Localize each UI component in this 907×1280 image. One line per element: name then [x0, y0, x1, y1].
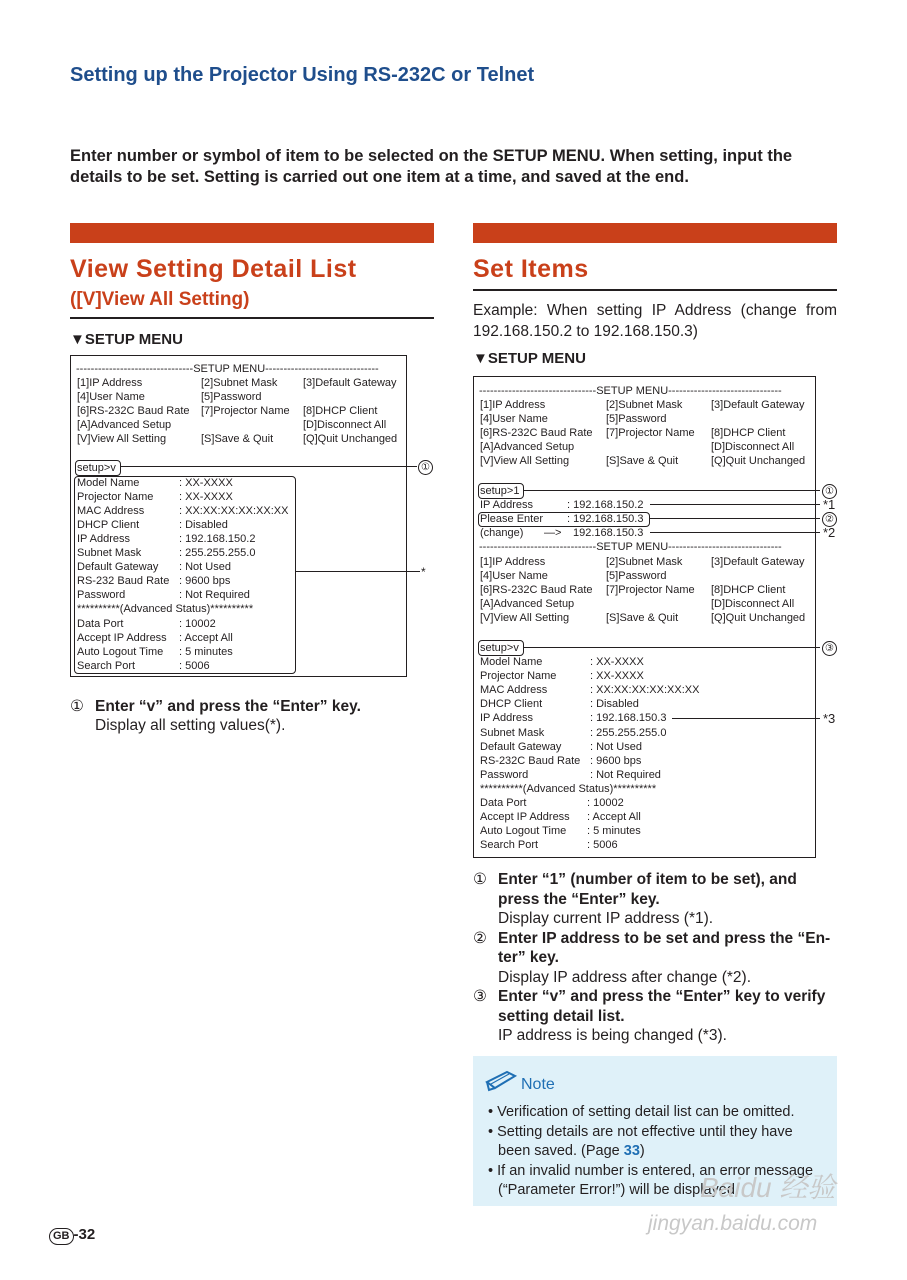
menu-item: [A]Advanced Setup — [480, 441, 575, 454]
value-label: Password — [77, 589, 126, 602]
value-label: DHCP Client — [480, 698, 543, 711]
value-data: : 9600 bps — [590, 754, 642, 767]
left-section-bar — [70, 223, 434, 243]
callout-star: * — [421, 565, 426, 579]
leader-line — [296, 571, 420, 572]
value-label: IP Address — [77, 532, 130, 545]
callout-2: ② — [822, 512, 837, 527]
right-steps — [473, 870, 837, 1046]
intro-paragraph: Enter number or symbol of item to be selected on the SETUP MENU. When setting, input the details to be set. Setting is carried out one item at a time, and saved at the end. — [70, 147, 793, 186]
value-label: Default Gateway — [77, 561, 159, 574]
menu-item: [D]Disconnect All — [303, 419, 387, 432]
menu-item: [4]User Name — [480, 570, 548, 583]
menu-item: [4]User Name — [480, 413, 548, 426]
value-data: : 255.255.255.0 — [590, 726, 667, 739]
ip-label: IP Address — [480, 499, 533, 511]
menu-item: [8]DHCP Client — [711, 584, 786, 597]
value-label: Data Port — [480, 797, 527, 809]
value-data: : 10002 — [179, 617, 216, 630]
watermark-url: jingyan.baidu.com — [648, 1212, 818, 1235]
step-instruction: Enter IP address to be set and press the “En-ter” key. — [498, 929, 831, 966]
menu-item: [A]Advanced Setup — [480, 598, 575, 611]
callout-star-2: *2 — [823, 525, 836, 540]
value-label: Model Name — [480, 656, 543, 668]
menu-item: [7]Projector Name — [606, 427, 695, 440]
value-data: : 10002 — [587, 797, 624, 809]
note-text: Verification of setting detail list can be omitted. — [497, 1104, 795, 1120]
step-item — [473, 987, 837, 1046]
value-data: : Not Used — [590, 740, 642, 753]
value-label: Default Gateway — [480, 740, 562, 753]
menu-item: [Q]Quit Unchanged — [303, 433, 398, 446]
menu-item: [Q]Quit Unchanged — [711, 612, 806, 625]
step-description: Display IP address after change (*2). — [498, 968, 752, 986]
leader-line — [523, 647, 820, 648]
menu-item: [S]Save & Quit — [606, 612, 679, 625]
value-label: RS-232 Baud Rate — [77, 575, 170, 588]
prompt2-text: setup>v — [480, 642, 519, 654]
left-terminal — [70, 355, 407, 677]
advanced-header: **********(Advanced Status)********** — [480, 782, 657, 795]
note-item: • If an invalid number is entered, an error message (“Parameter Error!”) will be displayed. — [488, 1162, 814, 1198]
menu-item: [1]IP Address — [480, 556, 546, 568]
menu-item: [6]RS-232C Baud Rate — [480, 584, 593, 597]
menu-item: [1]IP Address — [480, 399, 546, 411]
menu-item: [D]Disconnect All — [711, 598, 795, 611]
callout-3: ③ — [822, 641, 837, 656]
step-number: ① — [70, 698, 84, 715]
value-data: : 5006 — [179, 659, 210, 672]
value-data: : 192.168.150.2 — [179, 532, 256, 545]
menu-item: [V]View All Setting — [480, 612, 570, 625]
menu-item: [8]DHCP Client — [303, 405, 378, 418]
page-header-title: Setting up the Projector Using RS-232C or Telnet — [70, 64, 535, 86]
value-label: Data Port — [77, 617, 124, 630]
value-data: : 5 minutes — [587, 825, 641, 838]
leader-line — [672, 718, 820, 719]
value-label: Auto Logout Time — [77, 645, 164, 658]
menu-item: [5]Password — [606, 570, 667, 583]
leader-line — [650, 532, 820, 533]
value-label: Projector Name — [480, 670, 557, 683]
step-number: ② — [473, 929, 487, 947]
menu-item: [V]View All Setting — [77, 433, 167, 446]
value-label: IP Address — [480, 712, 533, 725]
please-enter-value: : 192.168.150.3 — [567, 513, 644, 525]
left-section-subtitle: ([V]View All Setting) — [70, 289, 250, 310]
value-data: : Not Required — [590, 768, 661, 781]
menu-item: [V]View All Setting — [480, 455, 570, 468]
prompt-text: setup>v — [77, 462, 116, 474]
menu-item: [5]Password — [606, 413, 667, 426]
value-data: : Accept All — [179, 631, 233, 644]
value-data: : XX:XX:XX:XX:XX:XX — [590, 684, 700, 697]
change-arrow: —> — [544, 527, 562, 539]
leader-line — [523, 490, 820, 491]
value-data: : XX-XXXX — [590, 656, 644, 668]
value-data: : XX-XXXX — [179, 476, 233, 489]
menu-item: [3]Default Gateway — [711, 399, 805, 411]
leader-line — [650, 518, 820, 519]
value-label: DHCP Client — [77, 518, 140, 531]
note-text: If an invalid number is entered, an error message (“Parameter Error!”) will be displayed. — [497, 1162, 814, 1198]
menu-item: [2]Subnet Mask — [606, 556, 683, 568]
menu-item: [S]Save & Quit — [201, 433, 274, 446]
right-menu-heading: ▼SETUP MENU — [473, 350, 586, 367]
menu-item: [4]User Name — [77, 391, 145, 404]
note-title: Note — [521, 1076, 555, 1093]
page-number: -32 — [73, 1226, 96, 1243]
value-data: : 5 minutes — [179, 645, 233, 658]
menu-item: [3]Default Gateway — [303, 377, 397, 389]
menu-item: [7]Projector Name — [201, 405, 290, 418]
right-section-rule — [473, 289, 837, 291]
value-label: Subnet Mask — [77, 547, 142, 559]
callout-star-1: *1 — [823, 497, 836, 512]
right-terminal — [473, 376, 816, 858]
menu-header: --------------------------------SETUP MENU------------------------------- — [479, 385, 782, 397]
callout-1: ① — [822, 484, 837, 499]
value-label: Projector Name — [77, 490, 154, 503]
leader-line — [650, 504, 820, 505]
value-label: Model Name — [77, 476, 140, 489]
ip-current-value: : 192.168.150.2 — [567, 499, 644, 511]
value-data: : 192.168.150.3 — [590, 712, 667, 725]
step-description: Display current IP address (*1). — [498, 910, 714, 927]
watermark-brand: Baidu 经验 — [700, 1172, 836, 1203]
callout-1: ① — [418, 460, 433, 475]
left-section-title: View Setting Detail List — [70, 255, 357, 283]
prompt1-text: setup>1 — [480, 485, 520, 497]
menu-item: [5]Password — [201, 391, 262, 404]
menu-header-2: --------------------------------SETUP MENU------------------------------- — [479, 541, 782, 553]
menu-item: [6]RS-232C Baud Rate — [480, 427, 593, 440]
menu-item: [A]Advanced Setup — [77, 419, 172, 432]
menu-header: --------------------------------SETUP MENU------------------------------- — [76, 363, 379, 375]
menu-item: [6]RS-232C Baud Rate — [77, 405, 190, 418]
value-data: : 9600 bps — [179, 575, 231, 588]
value-label: Accept IP Address — [77, 631, 167, 644]
menu-item: [Q]Quit Unchanged — [711, 455, 806, 468]
example-text: Example: When setting IP Address (change from 192.168.150.2 to 192.168.150.3) — [473, 302, 837, 340]
value-label: Search Port — [77, 659, 136, 672]
menu-item: [7]Projector Name — [606, 584, 695, 597]
callout-star-3: *3 — [823, 711, 836, 726]
note-text-after: ) — [639, 1143, 645, 1159]
value-label: RS-232C Baud Rate — [480, 754, 581, 767]
step-number: ① — [473, 871, 487, 888]
menu-item: [1]IP Address — [77, 377, 143, 389]
menu-item: [8]DHCP Client — [711, 427, 786, 440]
pencil-note-icon — [485, 1068, 519, 1094]
value-label: MAC Address — [77, 504, 145, 517]
step-item — [473, 870, 837, 929]
please-enter-label: Please Enter — [480, 513, 543, 525]
value-data: : 255.255.255.0 — [179, 547, 256, 559]
value-data: : XX-XXXX — [590, 670, 644, 683]
menu-item: [2]Subnet Mask — [606, 399, 683, 411]
value-data: : 5006 — [587, 839, 618, 852]
value-label: MAC Address — [480, 684, 548, 697]
leader-line — [120, 466, 417, 467]
page-footer — [49, 1226, 95, 1245]
step-description: Display all setting values(*). — [95, 717, 286, 734]
value-label: Auto Logout Time — [480, 825, 567, 838]
value-label: Search Port — [480, 839, 539, 852]
menu-item: [D]Disconnect All — [711, 441, 795, 454]
value-data: : XX-XXXX — [179, 490, 233, 503]
step-instruction: Enter “v” and press the “Enter” key to verify setting detail list. — [498, 988, 826, 1025]
menu-item: [2]Subnet Mask — [201, 377, 278, 389]
value-label: Accept IP Address — [480, 811, 570, 824]
change-value: 192.168.150.3 — [573, 527, 644, 539]
value-data: : Not Used — [179, 561, 231, 574]
value-label: Subnet Mask — [480, 726, 545, 739]
advanced-header: **********(Advanced Status)********** — [77, 603, 254, 616]
value-data: : Not Required — [179, 589, 250, 602]
value-data: : Disabled — [590, 698, 639, 711]
note-text: Setting details are not effective until they have been saved. (Page — [497, 1123, 793, 1159]
right-section-bar — [473, 223, 837, 243]
value-data: : Disabled — [179, 518, 228, 531]
step-item — [473, 929, 837, 988]
step-number: ③ — [473, 988, 487, 1005]
page-link[interactable]: 33 — [623, 1143, 640, 1159]
region-badge: GB — [49, 1228, 74, 1245]
value-data: : Accept All — [587, 811, 641, 824]
left-section-rule — [70, 317, 434, 319]
menu-item: [3]Default Gateway — [711, 556, 805, 568]
menu-item: [S]Save & Quit — [606, 455, 679, 468]
right-section-title: Set Items — [473, 255, 589, 283]
note-item: • Verification of setting detail list can be omitted. — [488, 1104, 795, 1120]
note-item: • Setting details are not effective until they have been saved. (Page 33) — [488, 1123, 793, 1159]
step-description: IP address is being changed (*3). — [498, 1027, 727, 1044]
change-label: (change) — [480, 527, 524, 539]
value-label: Password — [480, 768, 529, 781]
step-instruction: Enter “1” (number of item to be set), and press the “Enter” key. — [498, 871, 797, 908]
left-menu-heading: ▼SETUP MENU — [70, 331, 183, 348]
value-data: : XX:XX:XX:XX:XX:XX — [179, 504, 289, 517]
step-instruction: Enter “v” and press the “Enter” key. — [95, 698, 361, 715]
